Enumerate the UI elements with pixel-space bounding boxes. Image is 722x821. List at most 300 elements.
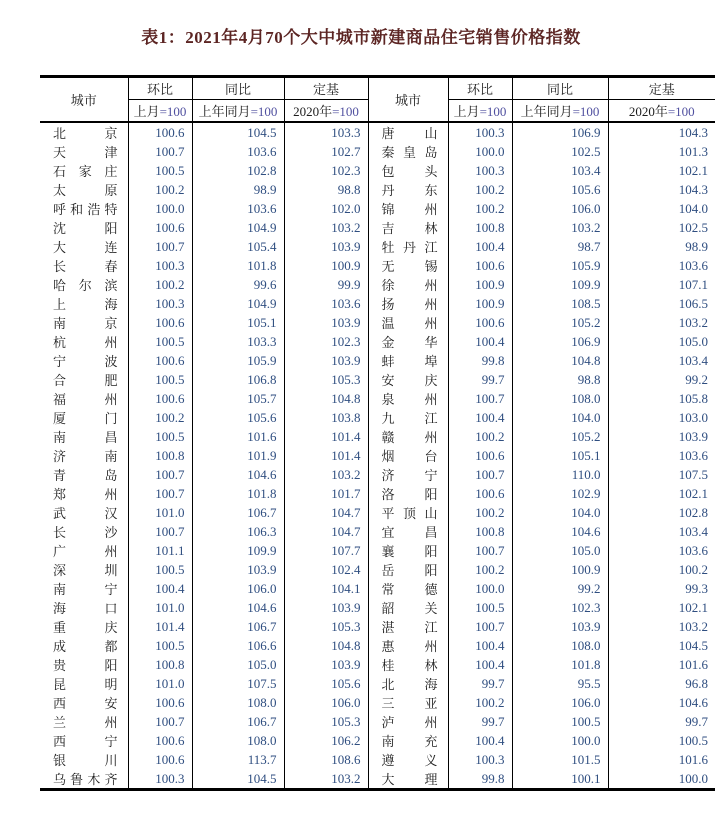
- yoy-value-left: 99.6: [192, 275, 284, 294]
- yoy-value-right: 101.5: [512, 750, 608, 769]
- table-row: [40, 313, 715, 332]
- mom-value-left: 100.5: [128, 427, 192, 446]
- city-name-right: 韶关: [368, 598, 448, 617]
- mom-value-right: 100.9: [448, 294, 512, 313]
- yoy-value-right: 98.8: [512, 370, 608, 389]
- header-yoy-right: 同比: [512, 77, 608, 100]
- city-name-left: 成都: [53, 639, 118, 654]
- fixed-value-right: 102.1: [608, 161, 715, 180]
- mom-value-left: 100.6: [128, 750, 192, 769]
- table-row: [40, 180, 715, 199]
- table-row: [40, 541, 715, 560]
- city-name-right: 包头: [368, 161, 448, 180]
- mom-value-right: 99.7: [448, 712, 512, 731]
- mom-value-left: 100.6: [128, 693, 192, 712]
- fixed-value-left: 103.2: [284, 465, 368, 484]
- mom-value-right: 99.7: [448, 370, 512, 389]
- table-row: [40, 237, 715, 256]
- city-name-right: 大理: [368, 769, 448, 790]
- city-name-left: 厦门: [53, 411, 118, 426]
- table-row: [40, 522, 715, 541]
- fixed-value-right: 102.1: [608, 598, 715, 617]
- city-name-left: 银川: [53, 753, 118, 768]
- city-name-left: 天津: [53, 145, 118, 160]
- fixed-value-left: 102.7: [284, 142, 368, 161]
- city-name-right: 吉林: [368, 218, 448, 237]
- city-name-right: 牡丹江: [368, 237, 448, 256]
- fixed-value-right: 103.2: [608, 313, 715, 332]
- city-name-left: 兰州: [53, 715, 118, 730]
- fixed-value-left: 103.2: [284, 218, 368, 237]
- city-name-right: 九江: [368, 408, 448, 427]
- yoy-value-left: 103.6: [192, 142, 284, 161]
- header-row-top: [40, 77, 715, 100]
- table-row: [40, 408, 715, 427]
- fixed-value-right: 100.0: [608, 769, 715, 790]
- mom-value-right: 99.8: [448, 769, 512, 790]
- mom-value-right: 100.6: [448, 446, 512, 465]
- header-fixed-right: 定基: [608, 77, 715, 100]
- yoy-value-left: 106.7: [192, 617, 284, 636]
- city-name-right: 济宁: [368, 465, 448, 484]
- city-name-left: 青岛: [53, 468, 118, 483]
- mom-value-right: 100.7: [448, 541, 512, 560]
- mom-value-left: 101.0: [128, 674, 192, 693]
- city-name-left: 大连: [53, 240, 118, 255]
- fixed-value-right: 96.8: [608, 674, 715, 693]
- city-name-right: 湛江: [368, 617, 448, 636]
- mom-value-left: 100.8: [128, 446, 192, 465]
- base-value: =100: [572, 104, 600, 119]
- mom-value-left: 100.7: [128, 522, 192, 541]
- table-row: [40, 750, 715, 769]
- city-name-right: 三亚: [368, 693, 448, 712]
- yoy-value-left: 101.6: [192, 427, 284, 446]
- mom-value-left: 100.7: [128, 142, 192, 161]
- city-name-left: 呼和浩特: [53, 202, 118, 217]
- city-name-left: 武汉: [53, 506, 118, 521]
- table-row: [40, 465, 715, 484]
- fixed-value-right: 104.3: [608, 122, 715, 142]
- yoy-value-left: 101.8: [192, 484, 284, 503]
- yoy-value-right: 105.2: [512, 313, 608, 332]
- city-name-right: 岳阳: [368, 560, 448, 579]
- yoy-value-right: 105.9: [512, 256, 608, 275]
- mom-value-left: 100.5: [128, 560, 192, 579]
- mom-value-left: 100.6: [128, 351, 192, 370]
- fixed-value-left: 98.8: [284, 180, 368, 199]
- mom-value-left: 100.3: [128, 294, 192, 313]
- fixed-value-left: 103.6: [284, 294, 368, 313]
- mom-value-right: 100.2: [448, 199, 512, 218]
- header-yoy-base-left: [192, 100, 284, 123]
- yoy-value-right: 106.0: [512, 199, 608, 218]
- yoy-value-right: 95.5: [512, 674, 608, 693]
- yoy-value-right: 109.9: [512, 275, 608, 294]
- yoy-value-right: 100.9: [512, 560, 608, 579]
- table-row: [40, 122, 715, 142]
- yoy-value-left: 104.9: [192, 294, 284, 313]
- yoy-value-left: 103.3: [192, 332, 284, 351]
- table-row: [40, 693, 715, 712]
- yoy-value-left: 103.6: [192, 199, 284, 218]
- header-fixed-base-left: [284, 100, 368, 123]
- city-name-left: 南宁: [53, 582, 118, 597]
- city-name-left: 昆明: [53, 677, 118, 692]
- fixed-value-right: 102.8: [608, 503, 715, 522]
- fixed-value-right: 104.6: [608, 693, 715, 712]
- fixed-value-left: 99.9: [284, 275, 368, 294]
- mom-value-right: 100.7: [448, 389, 512, 408]
- yoy-value-left: 106.7: [192, 503, 284, 522]
- mom-value-left: 100.3: [128, 769, 192, 790]
- yoy-value-right: 105.1: [512, 446, 608, 465]
- city-name-right: 丹东: [368, 180, 448, 199]
- mom-value-right: 100.8: [448, 522, 512, 541]
- table-row: [40, 256, 715, 275]
- yoy-value-right: 98.7: [512, 237, 608, 256]
- city-name-left: 石家庄: [53, 164, 118, 179]
- table-row: [40, 598, 715, 617]
- mom-value-right: 99.8: [448, 351, 512, 370]
- header-mom-base-right: [448, 100, 512, 123]
- fixed-value-right: 101.6: [608, 655, 715, 674]
- city-name-right: 洛阳: [368, 484, 448, 503]
- yoy-value-right: 102.5: [512, 142, 608, 161]
- mom-value-left: 100.5: [128, 332, 192, 351]
- fixed-value-right: 101.3: [608, 142, 715, 161]
- yoy-value-right: 103.2: [512, 218, 608, 237]
- yoy-value-left: 104.9: [192, 218, 284, 237]
- fixed-value-right: 105.8: [608, 389, 715, 408]
- yoy-value-right: 105.2: [512, 427, 608, 446]
- yoy-value-left: 106.3: [192, 522, 284, 541]
- city-name-right: 泸州: [368, 712, 448, 731]
- table-row: [40, 484, 715, 503]
- header-mom-base-left: [128, 100, 192, 123]
- yoy-value-left: 106.8: [192, 370, 284, 389]
- yoy-value-right: 103.9: [512, 617, 608, 636]
- city-name-right: 北海: [368, 674, 448, 693]
- fixed-value-left: 103.9: [284, 351, 368, 370]
- table-body: [40, 122, 715, 790]
- table-row: [40, 769, 715, 790]
- mom-value-right: 99.7: [448, 674, 512, 693]
- table-header: [40, 77, 715, 123]
- yoy-value-right: 108.0: [512, 636, 608, 655]
- fixed-value-left: 103.9: [284, 313, 368, 332]
- city-name-right: 惠州: [368, 636, 448, 655]
- yoy-value-right: 108.5: [512, 294, 608, 313]
- fixed-value-right: 103.6: [608, 446, 715, 465]
- fixed-value-right: 103.2: [608, 617, 715, 636]
- yoy-value-left: 108.0: [192, 693, 284, 712]
- base-value: =100: [479, 104, 507, 119]
- city-name-left: 宁波: [53, 354, 118, 369]
- city-name-left: 乌鲁木齐: [53, 772, 118, 787]
- fixed-value-left: 108.6: [284, 750, 368, 769]
- yoy-value-left: 103.9: [192, 560, 284, 579]
- base-label: 2020年: [628, 104, 668, 119]
- table-row: [40, 579, 715, 598]
- fixed-value-left: 105.3: [284, 370, 368, 389]
- fixed-value-left: 100.9: [284, 256, 368, 275]
- fixed-value-left: 102.4: [284, 560, 368, 579]
- yoy-value-left: 109.9: [192, 541, 284, 560]
- mom-value-left: 100.5: [128, 636, 192, 655]
- table-row: [40, 389, 715, 408]
- fixed-value-left: 101.4: [284, 446, 368, 465]
- fixed-value-left: 104.1: [284, 579, 368, 598]
- city-name-left: 济南: [53, 449, 118, 464]
- fixed-value-left: 106.0: [284, 693, 368, 712]
- mom-value-right: 100.0: [448, 579, 512, 598]
- price-index-table: [40, 75, 715, 791]
- mom-value-left: 100.6: [128, 122, 192, 142]
- city-name-left: 西宁: [53, 734, 118, 749]
- mom-value-left: 100.6: [128, 313, 192, 332]
- mom-value-right: 100.6: [448, 313, 512, 332]
- mom-value-right: 100.7: [448, 617, 512, 636]
- mom-value-right: 100.8: [448, 218, 512, 237]
- city-name-right: 南充: [368, 731, 448, 750]
- mom-value-right: 100.4: [448, 332, 512, 351]
- city-name-right: 泉州: [368, 389, 448, 408]
- mom-value-left: 101.1: [128, 541, 192, 560]
- header-fixed-base-right: [608, 100, 715, 123]
- city-name-right: 扬州: [368, 294, 448, 313]
- yoy-value-right: 99.2: [512, 579, 608, 598]
- fixed-value-right: 106.5: [608, 294, 715, 313]
- fixed-value-left: 102.3: [284, 332, 368, 351]
- fixed-value-right: 104.0: [608, 199, 715, 218]
- city-name-right: 遵义: [368, 750, 448, 769]
- base-value: =100: [667, 104, 695, 119]
- yoy-value-left: 107.5: [192, 674, 284, 693]
- city-name-left: 郑州: [53, 487, 118, 502]
- yoy-value-right: 102.9: [512, 484, 608, 503]
- yoy-value-right: 105.0: [512, 541, 608, 560]
- mom-value-right: 100.4: [448, 636, 512, 655]
- mom-value-right: 100.3: [448, 161, 512, 180]
- yoy-value-left: 108.0: [192, 731, 284, 750]
- fixed-value-left: 103.3: [284, 122, 368, 142]
- yoy-value-right: 106.9: [512, 332, 608, 351]
- yoy-value-right: 101.8: [512, 655, 608, 674]
- mom-value-left: 100.5: [128, 370, 192, 389]
- mom-value-left: 100.8: [128, 655, 192, 674]
- yoy-value-right: 104.0: [512, 408, 608, 427]
- mom-value-right: 100.0: [448, 142, 512, 161]
- fixed-value-left: 105.6: [284, 674, 368, 693]
- city-name-left: 长沙: [53, 525, 118, 540]
- mom-value-right: 100.2: [448, 560, 512, 579]
- base-label: 上月: [133, 104, 160, 119]
- fixed-value-left: 101.4: [284, 427, 368, 446]
- yoy-value-left: 105.1: [192, 313, 284, 332]
- fixed-value-right: 103.4: [608, 351, 715, 370]
- mom-value-left: 100.6: [128, 389, 192, 408]
- mom-value-right: 100.2: [448, 503, 512, 522]
- fixed-value-right: 98.9: [608, 237, 715, 256]
- mom-value-right: 100.6: [448, 256, 512, 275]
- city-name-right: 金华: [368, 332, 448, 351]
- mom-value-left: 100.3: [128, 256, 192, 275]
- city-name-right: 锦州: [368, 199, 448, 218]
- table-row: [40, 275, 715, 294]
- yoy-value-right: 106.0: [512, 693, 608, 712]
- mom-value-right: 100.4: [448, 237, 512, 256]
- mom-value-left: 100.7: [128, 237, 192, 256]
- mom-value-right: 100.2: [448, 693, 512, 712]
- table-row: [40, 427, 715, 446]
- mom-value-left: 101.0: [128, 503, 192, 522]
- city-name-left: 海口: [53, 601, 118, 616]
- city-name-left: 哈尔滨: [53, 278, 118, 293]
- mom-value-right: 100.3: [448, 122, 512, 142]
- yoy-value-left: 102.8: [192, 161, 284, 180]
- mom-value-left: 100.7: [128, 484, 192, 503]
- fixed-value-left: 104.8: [284, 636, 368, 655]
- fixed-value-right: 99.2: [608, 370, 715, 389]
- yoy-value-right: 103.4: [512, 161, 608, 180]
- fixed-value-left: 105.3: [284, 712, 368, 731]
- yoy-value-right: 102.3: [512, 598, 608, 617]
- mom-value-right: 100.4: [448, 655, 512, 674]
- fixed-value-right: 99.7: [608, 712, 715, 731]
- yoy-value-right: 100.1: [512, 769, 608, 790]
- fixed-value-right: 104.5: [608, 636, 715, 655]
- fixed-value-left: 104.7: [284, 522, 368, 541]
- mom-value-left: 100.5: [128, 161, 192, 180]
- yoy-value-left: 98.9: [192, 180, 284, 199]
- table-row: [40, 370, 715, 389]
- fixed-value-left: 103.9: [284, 655, 368, 674]
- header-city-left: 城市: [70, 93, 97, 108]
- city-name-right: 蚌埠: [368, 351, 448, 370]
- fixed-value-right: 104.3: [608, 180, 715, 199]
- city-name-right: 温州: [368, 313, 448, 332]
- table-row: [40, 712, 715, 731]
- fixed-value-right: 103.6: [608, 541, 715, 560]
- table-row: [40, 560, 715, 579]
- mom-value-left: 100.2: [128, 408, 192, 427]
- city-name-right: 桂林: [368, 655, 448, 674]
- table-row: [40, 731, 715, 750]
- header-yoy-base-right: [512, 100, 608, 123]
- fixed-value-right: 103.9: [608, 427, 715, 446]
- yoy-value-left: 105.4: [192, 237, 284, 256]
- yoy-value-left: 105.7: [192, 389, 284, 408]
- mom-value-left: 100.6: [128, 218, 192, 237]
- fixed-value-left: 102.3: [284, 161, 368, 180]
- yoy-value-right: 100.0: [512, 731, 608, 750]
- base-label: 2020年: [293, 104, 333, 119]
- fixed-value-left: 103.8: [284, 408, 368, 427]
- fixed-value-right: 100.5: [608, 731, 715, 750]
- document-page: [0, 23, 722, 791]
- header-yoy-left: 同比: [192, 77, 284, 100]
- mom-value-left: 100.6: [128, 731, 192, 750]
- yoy-value-left: 104.5: [192, 122, 284, 142]
- fixed-value-right: 103.4: [608, 522, 715, 541]
- base-label: 上年同月: [198, 104, 251, 119]
- yoy-value-left: 101.9: [192, 446, 284, 465]
- mom-value-right: 100.2: [448, 180, 512, 199]
- city-name-left: 上海: [53, 297, 118, 312]
- city-name-right: 平顶山: [368, 503, 448, 522]
- city-name-left: 杭州: [53, 335, 118, 350]
- city-name-left: 长春: [53, 259, 118, 274]
- header-city-right: 城市: [368, 77, 448, 123]
- table-row: [40, 617, 715, 636]
- mom-value-left: 101.0: [128, 598, 192, 617]
- mom-value-right: 100.4: [448, 731, 512, 750]
- city-name-right: 徐州: [368, 275, 448, 294]
- table-row: [40, 636, 715, 655]
- fixed-value-left: 101.7: [284, 484, 368, 503]
- fixed-value-left: 102.0: [284, 199, 368, 218]
- base-value: =100: [332, 104, 359, 119]
- city-name-right: 烟台: [368, 446, 448, 465]
- fixed-value-right: 99.3: [608, 579, 715, 598]
- city-name-right: 秦皇岛: [368, 142, 448, 161]
- table-row: [40, 503, 715, 522]
- yoy-value-right: 100.5: [512, 712, 608, 731]
- mom-value-left: 100.2: [128, 180, 192, 199]
- city-name-left: 沈阳: [53, 221, 118, 236]
- mom-value-left: 100.7: [128, 465, 192, 484]
- fixed-value-right: 103.6: [608, 256, 715, 275]
- mom-value-right: 100.9: [448, 275, 512, 294]
- yoy-value-left: 113.7: [192, 750, 284, 769]
- fixed-value-right: 105.0: [608, 332, 715, 351]
- base-label: 上月: [453, 104, 480, 119]
- fixed-value-left: 107.7: [284, 541, 368, 560]
- table-row: [40, 294, 715, 313]
- fixed-value-left: 103.9: [284, 598, 368, 617]
- city-name-left: 南昌: [53, 430, 118, 445]
- city-name-right: 常德: [368, 579, 448, 598]
- base-value: =100: [159, 104, 187, 119]
- yoy-value-left: 101.8: [192, 256, 284, 275]
- yoy-value-left: 105.9: [192, 351, 284, 370]
- fixed-value-right: 100.2: [608, 560, 715, 579]
- yoy-value-left: 105.6: [192, 408, 284, 427]
- base-label: 上年同月: [520, 104, 573, 119]
- yoy-value-right: 108.0: [512, 389, 608, 408]
- mom-value-left: 101.4: [128, 617, 192, 636]
- mom-value-right: 100.5: [448, 598, 512, 617]
- base-value: =100: [250, 104, 278, 119]
- yoy-value-right: 106.9: [512, 122, 608, 142]
- table-row: [40, 655, 715, 674]
- mom-value-left: 100.4: [128, 579, 192, 598]
- city-name-right: 襄阳: [368, 541, 448, 560]
- mom-value-left: 100.0: [128, 199, 192, 218]
- fixed-value-right: 107.1: [608, 275, 715, 294]
- table-row: [40, 446, 715, 465]
- table-row: [40, 674, 715, 693]
- table-row: [40, 332, 715, 351]
- header-fixed-left: 定基: [284, 77, 368, 100]
- table-row: [40, 218, 715, 237]
- city-name-left: 深圳: [53, 563, 118, 578]
- table-row: [40, 161, 715, 180]
- yoy-value-left: 106.6: [192, 636, 284, 655]
- city-name-left: 西安: [53, 696, 118, 711]
- fixed-value-left: 104.8: [284, 389, 368, 408]
